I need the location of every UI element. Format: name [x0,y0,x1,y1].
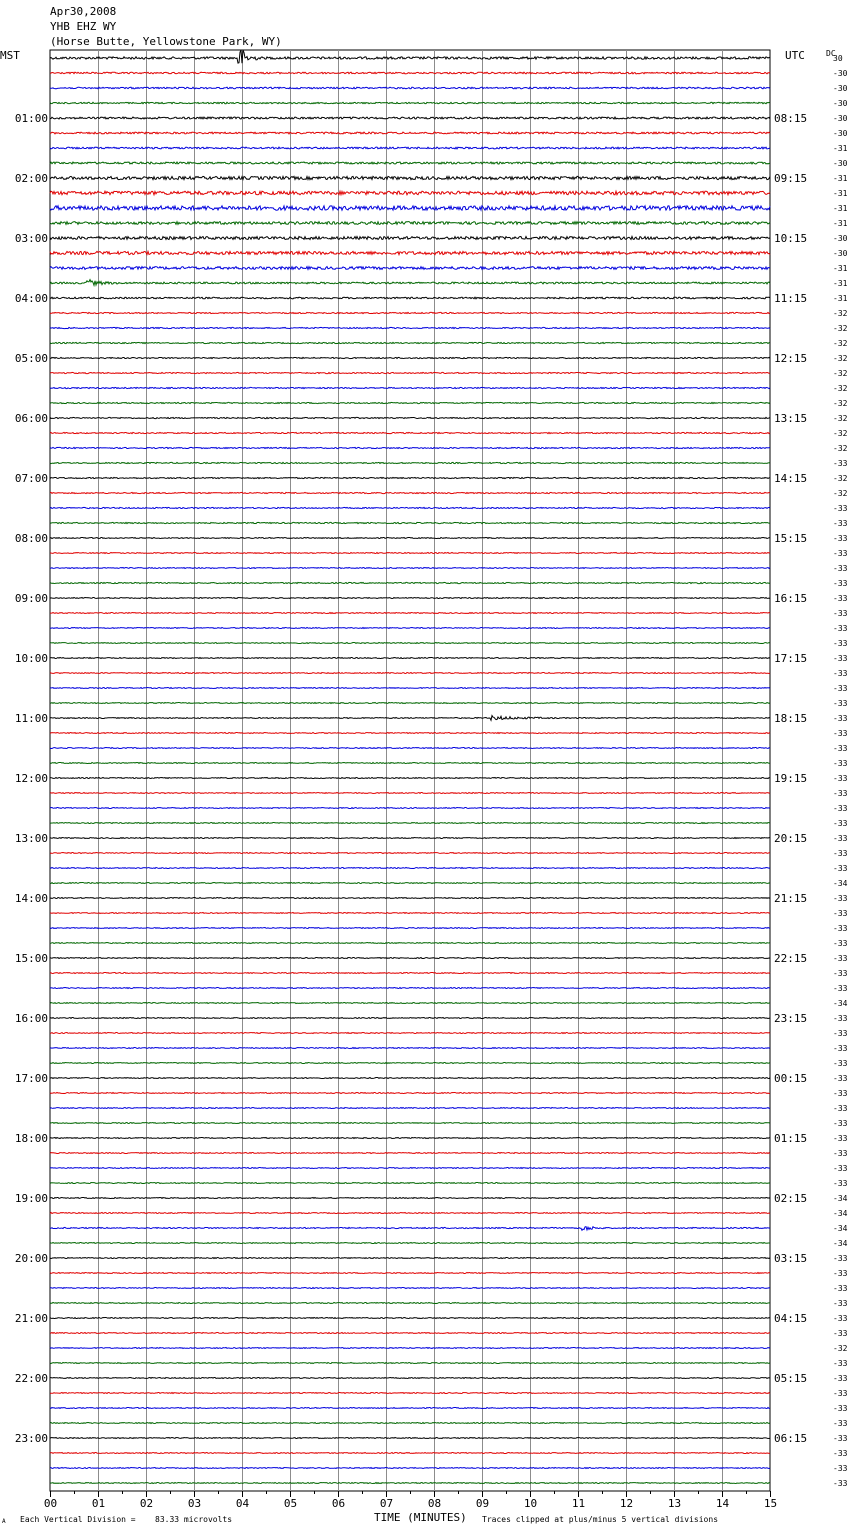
left-timezone-label: MST [0,49,20,62]
dc-offset-label: -33 [833,534,848,543]
dc-offset-label: -33 [833,1479,848,1488]
trace-line [50,447,770,448]
dc-offset-label: -33 [833,594,848,603]
trace-line [50,162,770,164]
dc-offset-label: -32 [833,369,848,378]
trace-line [50,251,770,254]
trace-line [50,928,770,929]
trace-line [50,1393,770,1394]
dc-offset-label: -33 [833,1044,848,1053]
trace-line [50,342,770,343]
dc-offset-label: -33 [833,984,848,993]
left-hour-label: 07:00 [14,472,48,485]
trace-line [50,658,770,659]
right-hour-label: 10:15 [774,232,808,245]
dc-offset-label: -33 [833,1179,848,1188]
trace-line [50,688,770,689]
trace-line [50,237,770,240]
left-hour-label: 22:00 [14,1372,48,1385]
left-hour-label: 04:00 [14,292,48,305]
trace-line [50,958,770,959]
x-tick-label: 07 [379,1497,394,1510]
dc-offset-label: -33 [833,1059,848,1068]
trace-line [50,1483,770,1484]
trace-line [50,943,770,944]
dc-offset-label: -33 [833,1404,848,1413]
left-hour-label: 11:00 [14,712,48,725]
trace-line [50,643,770,644]
dc-offset-label: -33 [833,699,848,708]
dc-offset-label: -33 [833,759,848,768]
x-tick-label: 08 [427,1497,442,1510]
dc-offset-label: -32 [833,339,848,348]
left-hour-label: 12:00 [14,772,48,785]
dc-offset-label: -33 [833,1434,848,1443]
dc-offset-label: -34 [833,1224,848,1233]
trace-line [50,1243,770,1244]
dc-offset-label: -30 [833,159,848,168]
clip-note: Traces clipped at plus/minus 5 vertical divisions [482,1515,719,1524]
trace-line [50,1363,770,1364]
trace-line [50,823,770,824]
x-tick-label: 13 [667,1497,682,1510]
dc-offset-label: -30 [833,249,848,258]
right-hour-label: 15:15 [774,532,808,545]
dc-offset-label: -31 [833,204,848,213]
left-hour-label: 16:00 [14,1012,48,1025]
right-hour-label: 04:15 [774,1312,808,1325]
x-tick-label: 06 [331,1497,346,1510]
dc-offset-label: -32 [833,354,848,363]
trace-line [50,553,770,554]
dc-offset-label: -33 [833,1284,848,1293]
trace-line [50,1033,770,1034]
dc-offset-label: -31 [833,144,848,153]
trace-line [50,988,770,989]
trace-line [50,417,770,418]
dc-offset-label: -33 [833,909,848,918]
dc-offset-label: -31 [833,294,848,303]
trace-line [50,883,770,884]
dc-offset-label: -32 [833,444,848,453]
dc-offset-label: -32 [833,414,848,423]
trace-line [50,716,770,721]
dc-offset-label: -32 [833,324,848,333]
trace-line [50,973,770,974]
dc-offset-label: -34 [833,999,848,1008]
trace-line [50,868,770,869]
dc-offset-label: -33 [833,714,848,723]
left-hour-label: 03:00 [14,232,48,245]
trace-line [50,1168,770,1169]
dc-offset-label: -33 [833,1464,848,1473]
trace-line [50,191,770,195]
trace-line [50,778,770,779]
right-hour-label: 09:15 [774,172,808,185]
trace-line [50,913,770,914]
dc-offset-label: -33 [833,639,848,648]
trace-line [50,703,770,704]
dc-offset-label: -33 [833,1149,848,1158]
trace-line [50,1153,770,1154]
dc-offset-label: -30 [833,129,848,138]
dc-offset-label: -33 [833,819,848,828]
left-hour-label: 10:00 [14,652,48,665]
trace-line [50,1453,770,1454]
trace-line [50,1303,770,1304]
left-hour-label: 17:00 [14,1072,48,1085]
trace-line [50,372,770,373]
dc-offset-label: -33 [833,519,848,528]
trace-line [50,598,770,599]
trace-line [50,206,770,210]
x-tick-label: 11 [571,1497,586,1510]
station-location: (Horse Butte, Yellowstone Park, WY) [50,35,282,48]
trace-line [50,507,770,508]
trace-line [50,222,770,225]
dc-offset-label: -33 [833,684,848,693]
left-hour-label: 05:00 [14,352,48,365]
trace-line [50,838,770,839]
trace-line [50,1408,770,1409]
dc-offset-label: -33 [833,1419,848,1428]
trace-line [50,1063,770,1064]
trace-line [50,387,770,388]
dc-offset-label: -33 [833,774,848,783]
trace-line [50,87,770,89]
plot-date: Apr30,2008 [50,5,117,18]
station-code: YHB EHZ WY [50,20,117,33]
left-hour-label: 09:00 [14,592,48,605]
dc-offset-label: -33 [833,969,848,978]
left-hour-label: 08:00 [14,532,48,545]
dc-offset-label: -33 [833,669,848,678]
dc-offset-label: -30 [833,69,848,78]
right-hour-label: 06:15 [774,1432,808,1445]
left-hour-label: 23:00 [14,1432,48,1445]
right-hour-label: 00:15 [774,1072,808,1085]
right-hour-label: 18:15 [774,712,808,725]
trace-line [50,117,770,119]
dc-offset-label: -33 [833,504,848,513]
left-hour-label: 19:00 [14,1192,48,1205]
dc-offset-label: -33 [833,609,848,618]
dc-offset-label: -33 [833,1359,848,1368]
dc-offset-label: -32 [833,384,848,393]
dc-offset-label: -32 [833,429,848,438]
left-hour-label: 18:00 [14,1132,48,1145]
right-hour-label: 03:15 [774,1252,808,1265]
left-hour-label: 02:00 [14,172,48,185]
x-tick-label: 15 [763,1497,778,1510]
dc-offset-label: -32 [833,399,848,408]
right-hour-label: 23:15 [774,1012,808,1025]
right-hour-label: 20:15 [774,832,808,845]
trace-line [50,853,770,854]
x-tick-label: 12 [619,1497,634,1510]
dc-offset-label: -33 [833,1314,848,1323]
left-hour-label: 06:00 [14,412,48,425]
dc-offset-label: -33 [833,1029,848,1038]
trace-line [50,1198,770,1199]
x-tick-label: 05 [283,1497,298,1510]
trace-line [50,522,770,523]
trace-line [50,673,770,674]
trace-line [50,1348,770,1349]
trace-line [50,898,770,899]
scale-value: 83.33 microvolts [155,1515,233,1524]
trace-line [50,1258,770,1259]
dc-offset-label: -33 [833,624,848,633]
trace-line [50,1227,770,1231]
x-tick-label: 10 [523,1497,538,1510]
dc-offset-label: -33 [833,1074,848,1083]
dc-offset-label: -30 [833,114,848,123]
dc-offset-label: -33 [833,729,848,738]
dc-offset-label: -33 [833,1134,848,1143]
dc-offset-label: -33 [833,1374,848,1383]
trace-line [50,327,770,328]
trace-line [50,1108,770,1109]
trace-line [50,733,770,734]
trace-line [50,748,770,749]
dc-offset-label: -31 [833,174,848,183]
dc-offset-label: -30 [833,99,848,108]
dc-offset-label: -34 [833,1239,848,1248]
trace-line [50,267,770,270]
trace-line [50,147,770,149]
trace-line [50,297,770,299]
dc-offset-label: -33 [833,1449,848,1458]
dc-offset-label: -33 [833,744,848,753]
right-hour-label: 02:15 [774,1192,808,1205]
trace-line [50,1288,770,1289]
right-hour-label: 01:15 [774,1132,808,1145]
dc-offset-label: -34 [833,879,848,888]
dc-offset-label: -30 [833,234,848,243]
dc-offset-label: -30 [833,84,848,93]
dc-offset-label: -33 [833,1089,848,1098]
trace-line [50,1048,770,1049]
right-timezone-label: UTC [785,49,805,62]
dc-offset-label: -33 [833,954,848,963]
x-tick-label: 03 [187,1497,202,1510]
dc-offset-label: -33 [833,1254,848,1263]
trace-line [50,1423,770,1424]
right-hour-label: 11:15 [774,292,808,305]
x-axis-title: TIME (MINUTES) [374,1511,467,1524]
dc-label: DC [826,49,836,58]
right-hour-label: 12:15 [774,352,808,365]
trace-line [50,1138,770,1139]
dc-offset-label: -33 [833,939,848,948]
right-hour-label: 17:15 [774,652,808,665]
dc-offset-label: -33 [833,549,848,558]
trace-line [50,280,770,286]
dc-offset-label: -33 [833,849,848,858]
dc-offset-label: -33 [833,1329,848,1338]
trace-line [50,477,770,478]
trace-line [50,763,770,764]
trace-line [50,1468,770,1469]
dc-offset-label: -33 [833,789,848,798]
trace-line [50,613,770,614]
trace-line [50,1318,770,1319]
x-tick-label: 14 [715,1497,730,1510]
left-hour-label: 13:00 [14,832,48,845]
trace-line [50,793,770,794]
dc-offset-label: -34 [833,1209,848,1218]
dc-offset-label: -33 [833,1164,848,1173]
plot-frame [50,50,770,1491]
dc-offset-label: -33 [833,579,848,588]
trace-line [50,628,770,629]
trace-line [50,492,770,493]
x-tick-label: 09 [475,1497,490,1510]
dc-offset-label: -33 [833,1269,848,1278]
dc-offset-label: -33 [833,654,848,663]
dc-offset-label: -31 [833,189,848,198]
trace-line [50,1333,770,1334]
dc-offset-label: -32 [833,489,848,498]
trace-line [50,1183,770,1184]
trace-line [50,432,770,433]
dc-offset-label: -32 [833,1344,848,1353]
trace-line [50,402,770,403]
dc-offset-label: -33 [833,1389,848,1398]
dc-offset-label: -33 [833,564,848,573]
trace-line [50,102,770,103]
dc-offset-label: -33 [833,1014,848,1023]
trace-line [50,808,770,809]
x-tick-label: 04 [235,1497,250,1510]
right-hour-label: 16:15 [774,592,808,605]
right-hour-label: 19:15 [774,772,808,785]
trace-line [50,176,770,179]
corner-mark: A [2,1518,6,1525]
right-hour-label: 05:15 [774,1372,808,1385]
x-tick-label: 02 [139,1497,154,1510]
trace-line [50,1093,770,1094]
left-hour-label: 20:00 [14,1252,48,1265]
x-tick-label: 01 [91,1497,106,1510]
left-hour-label: 21:00 [14,1312,48,1325]
left-hour-label: 14:00 [14,892,48,905]
dc-offset-label: -33 [833,1104,848,1113]
dc-offset-label: -33 [833,864,848,873]
dc-offset-label: 30 [833,54,843,63]
dc-offset-label: -33 [833,1119,848,1128]
trace-line [50,1018,770,1019]
trace-line [50,1123,770,1124]
trace-line [50,1003,770,1004]
trace-line [50,1438,770,1439]
dc-offset-label: -31 [833,264,848,273]
scale-label: Each Vertical Division = [20,1515,136,1524]
dc-offset-label: -33 [833,924,848,933]
right-hour-label: 08:15 [774,112,808,125]
trace-line [50,1078,770,1079]
dc-offset-label: -33 [833,459,848,468]
trace-line [50,1213,770,1214]
trace-line [50,462,770,463]
trace-line [50,568,770,569]
trace-line [50,132,770,134]
trace-line [50,312,770,313]
dc-offset-label: -33 [833,1299,848,1308]
dc-offset-label: -33 [833,894,848,903]
dc-offset-label: -32 [833,474,848,483]
right-hour-label: 21:15 [774,892,808,905]
dc-offset-label: -33 [833,834,848,843]
trace-line [50,357,770,358]
trace-line [50,582,770,583]
x-tick-label: 00 [43,1497,58,1510]
left-hour-label: 01:00 [14,112,48,125]
right-hour-label: 13:15 [774,412,808,425]
dc-offset-label: -31 [833,279,848,288]
right-hour-label: 14:15 [774,472,808,485]
trace-line [50,50,770,63]
trace-line [50,72,770,74]
left-hour-label: 15:00 [14,952,48,965]
dc-offset-label: -32 [833,309,848,318]
trace-line [50,1378,770,1379]
right-hour-label: 22:15 [774,952,808,965]
trace-line [50,538,770,539]
trace-line [50,1273,770,1274]
dc-offset-label: -34 [833,1194,848,1203]
dc-offset-label: -33 [833,804,848,813]
dc-offset-label: -31 [833,219,848,228]
